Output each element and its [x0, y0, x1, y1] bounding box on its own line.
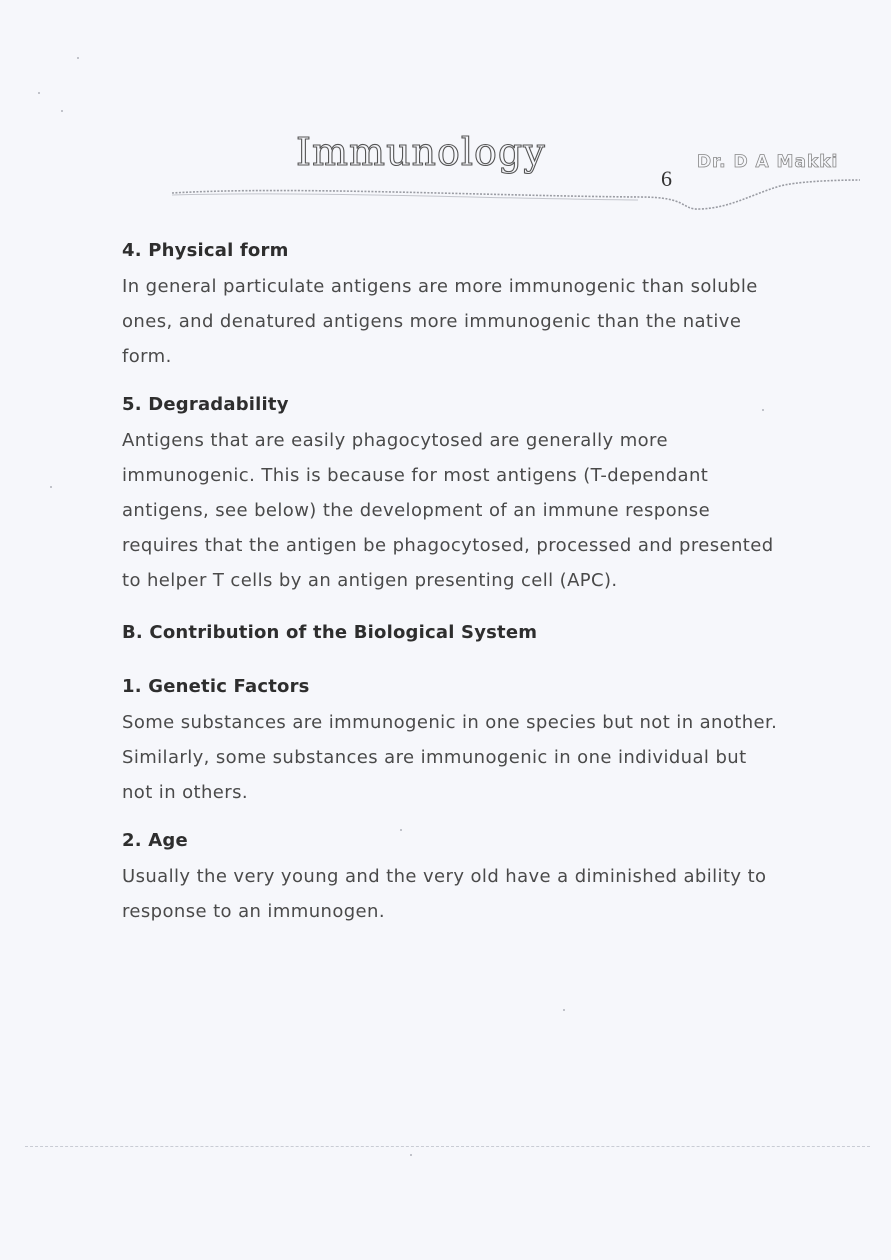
- section-degradability: [122, 392, 782, 598]
- author-name: Dr. D A Makki: [697, 152, 839, 172]
- section-genetic-factors: [122, 674, 782, 810]
- main-content: [122, 238, 782, 929]
- section-heading: 5. Degradability: [122, 394, 289, 415]
- section-biological-system: [122, 620, 782, 646]
- section-paragraph: Some substances are immunogenic in one species but not in another. Similarly, some substances are immunogenic in one individual but not in others.: [122, 712, 778, 803]
- section-heading: 2. Age: [122, 830, 188, 851]
- section-heading: B. Contribution of the Biological System: [122, 622, 538, 643]
- section-heading: 1. Genetic Factors: [122, 676, 310, 697]
- section-heading: 4. Physical form: [122, 240, 289, 261]
- section-age: [122, 828, 782, 929]
- section-paragraph: Usually the very young and the very old have a diminished ability to response to an immunogen.: [122, 866, 767, 922]
- section-physical-form: [122, 238, 782, 374]
- section-paragraph: Antigens that are easily phagocytosed are generally more immunogenic. This is because for most antigens (T-dependant antigens, see below) the development of an immune response requires that the antigen be phagocytosed, processed and presented to helper T cells by an antigen presenting cell (APC).: [122, 430, 774, 591]
- footer-divider: [25, 1146, 870, 1147]
- page-number: 6: [661, 166, 672, 191]
- section-paragraph: In general particulate antigens are more immunogenic than soluble ones, and denatured antigens more immunogenic than the native form.: [122, 276, 758, 367]
- header-underline-curve: [170, 150, 870, 220]
- header-title: Immunology: [296, 130, 546, 174]
